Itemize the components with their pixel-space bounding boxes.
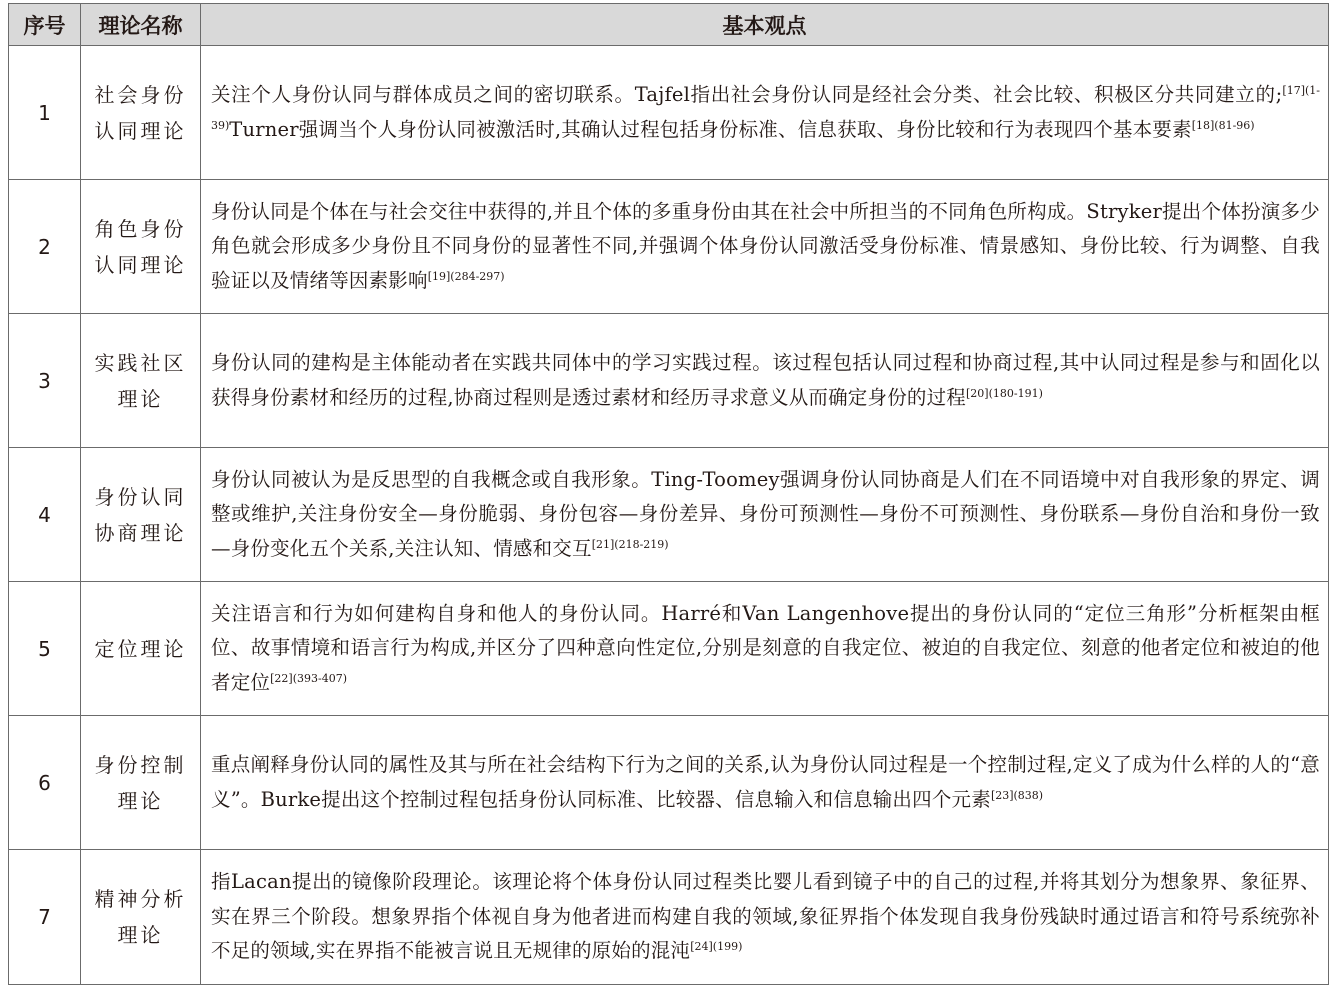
- row-number: 2: [9, 180, 81, 314]
- view-text: 身份认同被认为是反思型的自我概念或自我形象。Ting-Toomey强调身份认同协商是人们在不同语境中对自我形象的界定、调整或维护,关注身份安全—身份脆弱、身份包容—身份差异、身份可预测性—身份不可预测性、身份联系—身份自治和身份一致—身份变化五个关系,关注认知、情感和交互: [211, 467, 1320, 560]
- theory-name: 身份控制理论: [81, 716, 201, 850]
- basic-view: [201, 448, 1329, 582]
- theory-name: 精神分析理论: [81, 850, 201, 985]
- table-row: [9, 716, 1329, 850]
- header-number: 序号: [9, 4, 81, 46]
- view-text: Turner强调当个人身份认同被激活时,其确认过程包括身份标准、信息获取、身份比较和行为表现四个基本要素: [229, 117, 1192, 141]
- basic-view: [201, 314, 1329, 448]
- row-number: 4: [9, 448, 81, 582]
- basic-view: [201, 180, 1329, 314]
- table-row: [9, 850, 1329, 985]
- view-text: 重点阐释身份认同的属性及其与所在社会结构下行为之间的关系,认为身份认同过程是一个控制过程,定义了成为什么样的人的“意义”。Burke提出这个控制过程包括身份认同标准、比较器、信息输入和信息输出四个元素: [211, 753, 1320, 811]
- row-number: 1: [9, 46, 81, 180]
- row-number: 5: [9, 582, 81, 716]
- theory-name: 社会身份认同理论: [81, 46, 201, 180]
- theory-name: 角色身份认同理论: [81, 180, 201, 314]
- citation: [24](199): [690, 940, 743, 954]
- citation: [17](1-39): [211, 84, 1320, 132]
- table-row: [9, 448, 1329, 582]
- table-row: [9, 180, 1329, 314]
- citation: [22](393-407): [270, 671, 347, 685]
- view-text: 身份认同的建构是主体能动者在实践共同体中的学习实践过程。该过程包括认同过程和协商过程,其中认同过程是参与和固化以获得身份素材和经历的过程,协商过程则是透过素材和经历寻求意义从而确定身份的过程: [211, 351, 1320, 409]
- row-number: 3: [9, 314, 81, 448]
- row-number: 6: [9, 716, 81, 850]
- citation: [20](180-191): [966, 386, 1043, 400]
- citation: [18](81-96): [1191, 118, 1255, 132]
- view-text: 指Lacan提出的镜像阶段理论。该理论将个体身份认同过程类比婴儿看到镜子中的自己的过程,并将其划分为想象界、象征界、实在界三个阶段。想象界指个体视自身为他者进而构建自我的领域,象征界指个体发现自我身份残缺时通过语言和符号系统弥补不足的领域,实在界指不能被言说且无规律的原始的混沌: [211, 870, 1320, 963]
- view-text: 关注语言和行为如何建构自身和他人的身份认同。Harré和Van Langenhove提出的身份认同的“定位三角形”分析框架由框位、故事情境和语言行为构成,并区分了四种意向性定位,分别是刻意的自我定位、被迫的自我定位、刻意的他者定位和被迫的他者定位: [211, 601, 1320, 694]
- citation: [23](838): [990, 788, 1044, 802]
- theory-table: [8, 3, 1329, 985]
- theory-name: 实践社区理论: [81, 314, 201, 448]
- header-basic-view: 基本观点: [201, 4, 1329, 46]
- basic-view: [201, 582, 1329, 716]
- table-row: [9, 314, 1329, 448]
- basic-view: [201, 716, 1329, 850]
- basic-view: [201, 850, 1329, 985]
- table-row: [9, 46, 1329, 180]
- table-body: [9, 46, 1329, 985]
- citation: [21](218-219): [591, 537, 669, 551]
- view-text: 身份认同是个体在与社会交往中获得的,并且个体的多重身份由其在社会中所担当的不同角色所构成。Stryker提出个体扮演多少角色就会形成多少身份且不同身份的显著性不同,并强调个体身份认同激活受身份标准、情景感知、身份比较、行为调整、自我验证以及情绪等因素影响: [211, 199, 1320, 292]
- table-row: [9, 582, 1329, 716]
- theory-name: 定位理论: [81, 582, 201, 716]
- citation: [19](284-297): [427, 269, 505, 283]
- header-theory-name: 理论名称: [81, 4, 201, 46]
- view-text: 关注个人身份认同与群体成员之间的密切联系。Tajfel指出社会身份认同是经社会分类、社会比较、积极区分共同建立的;: [211, 83, 1283, 106]
- theory-name: 身份认同协商理论: [81, 448, 201, 582]
- header-row: [9, 4, 1329, 46]
- row-number: 7: [9, 850, 81, 985]
- basic-view: [201, 46, 1329, 180]
